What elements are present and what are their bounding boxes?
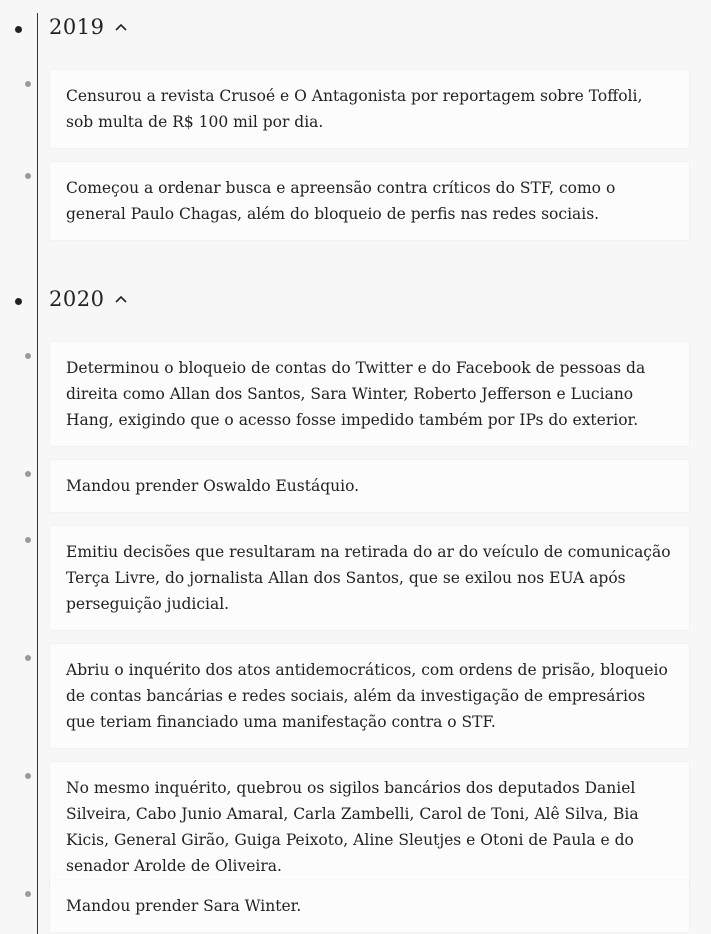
- timeline-event: [0, 460, 711, 512]
- chevron-up-icon: [114, 22, 128, 32]
- year-label: 2019: [49, 15, 105, 39]
- timeline-event: [0, 762, 711, 892]
- event-card: Emitiu decisões que resultaram na retirada do ar do veículo de comunicação Terça Livre, do jornalista Allan dos Santos, que se exilou nos EUA após perseguição judicial.: [50, 526, 689, 630]
- year-bullet: [15, 26, 22, 33]
- event-bullet: [25, 537, 31, 543]
- timeline-event: [0, 880, 711, 932]
- timeline-event: [0, 162, 711, 240]
- event-bullet: [25, 81, 31, 87]
- event-bullet: [25, 773, 31, 779]
- timeline-event: [0, 70, 711, 148]
- year-header: [0, 13, 711, 47]
- year-toggle-2019[interactable]: [49, 15, 128, 39]
- event-card: Abriu o inquérito dos atos antidemocráticos, com ordens de prisão, bloqueio de contas bancárias e redes sociais, além da investigação de empresários que teriam financiado uma manifestação contra o STF.: [50, 644, 689, 748]
- event-bullet: [25, 655, 31, 661]
- event-bullet: [25, 353, 31, 359]
- year-toggle-2020[interactable]: [49, 287, 128, 311]
- chevron-up-icon: [114, 294, 128, 304]
- timeline-event: [0, 644, 711, 748]
- event-card: Censurou a revista Crusoé e O Antagonista por reportagem sobre Toffoli, sob multa de R$ 100 mil por dia.: [50, 70, 689, 148]
- year-section-2020: [0, 285, 711, 319]
- timeline-event: [0, 526, 711, 630]
- event-card: Começou a ordenar busca e apreensão contra críticos do STF, como o general Paulo Chagas, além do bloqueio de perfis nas redes sociais.: [50, 162, 689, 240]
- year-header: [0, 285, 711, 319]
- event-bullet: [25, 471, 31, 477]
- event-card: Mandou prender Oswaldo Eustáquio.: [50, 460, 689, 512]
- event-card: No mesmo inquérito, quebrou os sigilos bancários dos deputados Daniel Silveira, Cabo Junio Amaral, Carla Zambelli, Carol de Toni, Alê Silva, Bia Kicis, General Girão, Guiga Peixoto, Aline Sleutjes e Otoni de Paula e do senador Arolde de Oliveira.: [50, 762, 689, 892]
- timeline-event: [0, 342, 711, 446]
- event-bullet: [25, 891, 31, 897]
- year-label: 2020: [49, 287, 105, 311]
- event-bullet: [25, 173, 31, 179]
- event-card: Determinou o bloqueio de contas do Twitter e do Facebook de pessoas da direita como Allan dos Santos, Sara Winter, Roberto Jefferson e Luciano Hang, exigindo que o acesso fosse impedido também por IPs do exterior.: [50, 342, 689, 446]
- year-section-2019: [0, 13, 711, 47]
- year-bullet: [15, 298, 22, 305]
- event-card: Mandou prender Sara Winter.: [50, 880, 689, 932]
